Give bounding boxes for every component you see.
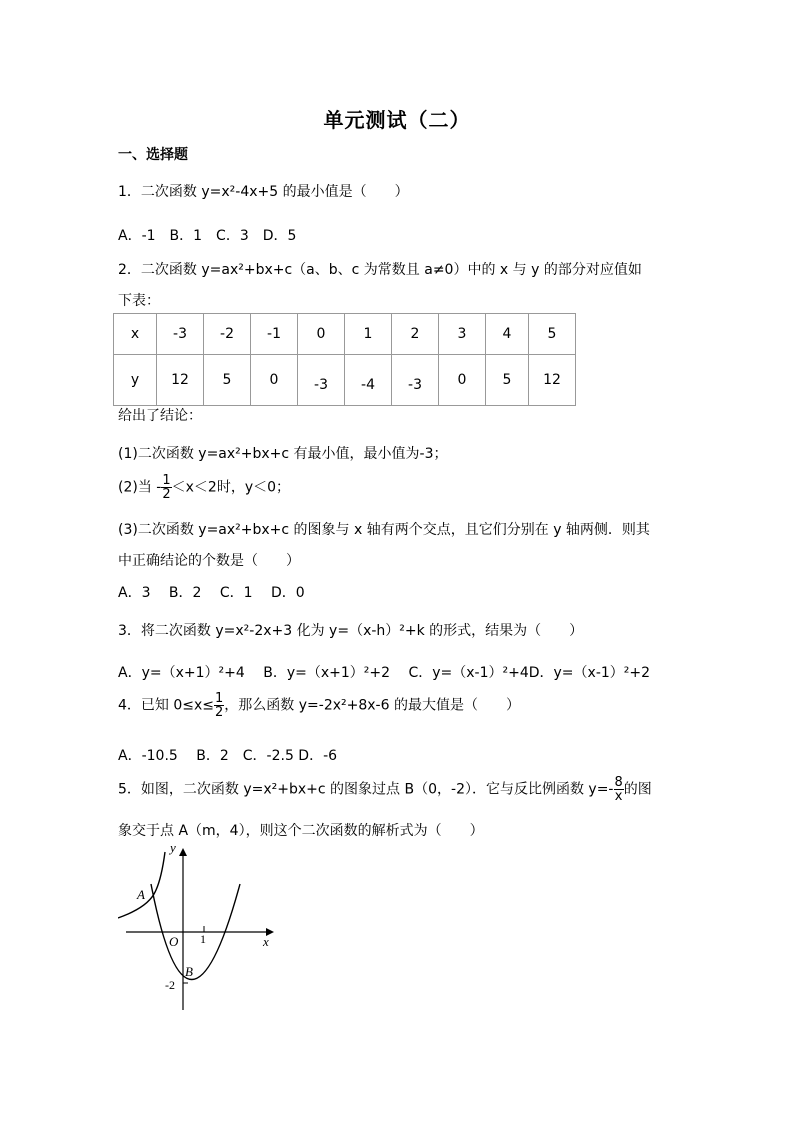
table-cell: 0 — [251, 355, 298, 406]
question-3-options: A．y=（x+1）²+4 B．y=（x+1）²+2 C．y=（x-1）²+4D．y=（x-1）²+2 — [118, 665, 651, 681]
table-cell: -1 — [251, 314, 298, 355]
fraction-half — [161, 474, 171, 501]
question-5-suffix: 的图 — [623, 781, 652, 798]
table-cell: 5 — [529, 314, 576, 355]
question-5-text-cont: 象交于点 A（m，4），则这个二次函数的解析式为（ ） — [118, 823, 484, 839]
question-3-text: 3．将二次函数 y=x²-2x+3 化为 y=（x-h）²+k 的形式，结果为（ ） — [118, 623, 584, 639]
point-b-label: B — [185, 964, 193, 979]
fraction-numerator: 1 — [215, 691, 224, 706]
y-axis-label: y — [170, 840, 176, 855]
fraction-denominator: 2 — [215, 705, 224, 720]
question-4-suffix: ，那么函数 y=-2x²+8x-6 的最大值是（ ） — [224, 697, 520, 714]
table-cell: -3 — [298, 355, 345, 406]
origin-label: O — [169, 934, 179, 949]
table-cell: 0 — [298, 314, 345, 355]
conclusion-3-cont: 中正确结论的个数是（ ） — [118, 553, 300, 569]
fraction-half — [214, 692, 224, 719]
table-cell: 5 — [486, 355, 529, 406]
question-4-text — [118, 692, 520, 719]
table-cell: 12 — [157, 355, 204, 406]
question-5-text — [118, 776, 652, 803]
table-cell: 1 — [345, 314, 392, 355]
page-title: 单元测试（二） — [323, 108, 471, 132]
hyperbola-curve — [118, 852, 165, 918]
conclusion-intro: 给出了结论： — [118, 408, 202, 424]
fraction-eight-over-x — [614, 776, 624, 803]
conclusion-1: (1)二次函数 y=ax²+bx+c 有最小值，最小值为-3； — [118, 446, 448, 462]
conclusion-2-suffix: ＜x＜2时，y＜0； — [171, 479, 291, 496]
table-cell: -4 — [345, 355, 392, 406]
section-heading: 一、选择题 — [118, 147, 188, 163]
minus-two-label: -2 — [165, 978, 175, 992]
point-a-label: A — [137, 887, 145, 902]
table-header-cell: y — [114, 355, 157, 406]
table-cell: 0 — [439, 355, 486, 406]
fraction-numerator: 1 — [162, 473, 171, 488]
table-header-cell: x — [114, 314, 157, 355]
table-cell: 3 — [439, 314, 486, 355]
question-2-text-cont: 下表： — [118, 293, 160, 309]
question-5-prefix: 5．如图，二次函数 y=x²+bx+c 的图象过点 B（0，-2）．它与反比例函数 y=- — [118, 781, 614, 798]
table-cell: 4 — [486, 314, 529, 355]
conclusion-2-prefix: (2)当 - — [118, 479, 162, 496]
question-1-text: 1．二次函数 y=x²-4x+5 的最小值是（ ） — [118, 184, 409, 200]
conclusion-3: (3)二次函数 y=ax²+bx+c 的图象与 x 轴有两个交点，且它们分别在 y 轴两侧．则其 — [118, 522, 650, 538]
fraction-numerator: 8 — [614, 775, 623, 790]
function-graph — [118, 840, 288, 1015]
table-row-x — [114, 314, 576, 355]
value-table — [113, 313, 576, 406]
question-2-options: A．3 B．2 C．1 D．0 — [118, 585, 305, 601]
question-2-text: 2．二次函数 y=ax²+bx+c（a、b、c 为常数且 a≠0）中的 x 与 y 的部分对应值如 — [118, 262, 642, 278]
question-1-options: A．-1 B．1 C．3 D．5 — [118, 228, 297, 244]
fraction-denominator: x — [614, 789, 623, 804]
table-cell: 2 — [392, 314, 439, 355]
y-axis-arrow-icon — [179, 848, 187, 856]
table-cell: -2 — [204, 314, 251, 355]
conclusion-2 — [118, 474, 290, 501]
question-4-options: A．-10.5 B．2 C．-2.5 D．-6 — [118, 748, 338, 764]
x-axis-label: x — [263, 934, 269, 949]
fraction-denominator: 2 — [162, 487, 171, 502]
table-cell: -3 — [157, 314, 204, 355]
table-cell: -3 — [392, 355, 439, 406]
table-row-y — [114, 355, 576, 406]
x-one-label: 1 — [200, 932, 206, 946]
table-cell: 5 — [204, 355, 251, 406]
question-4-prefix: 4．已知 0≤x≤ — [118, 697, 215, 714]
table-cell: 12 — [529, 355, 576, 406]
